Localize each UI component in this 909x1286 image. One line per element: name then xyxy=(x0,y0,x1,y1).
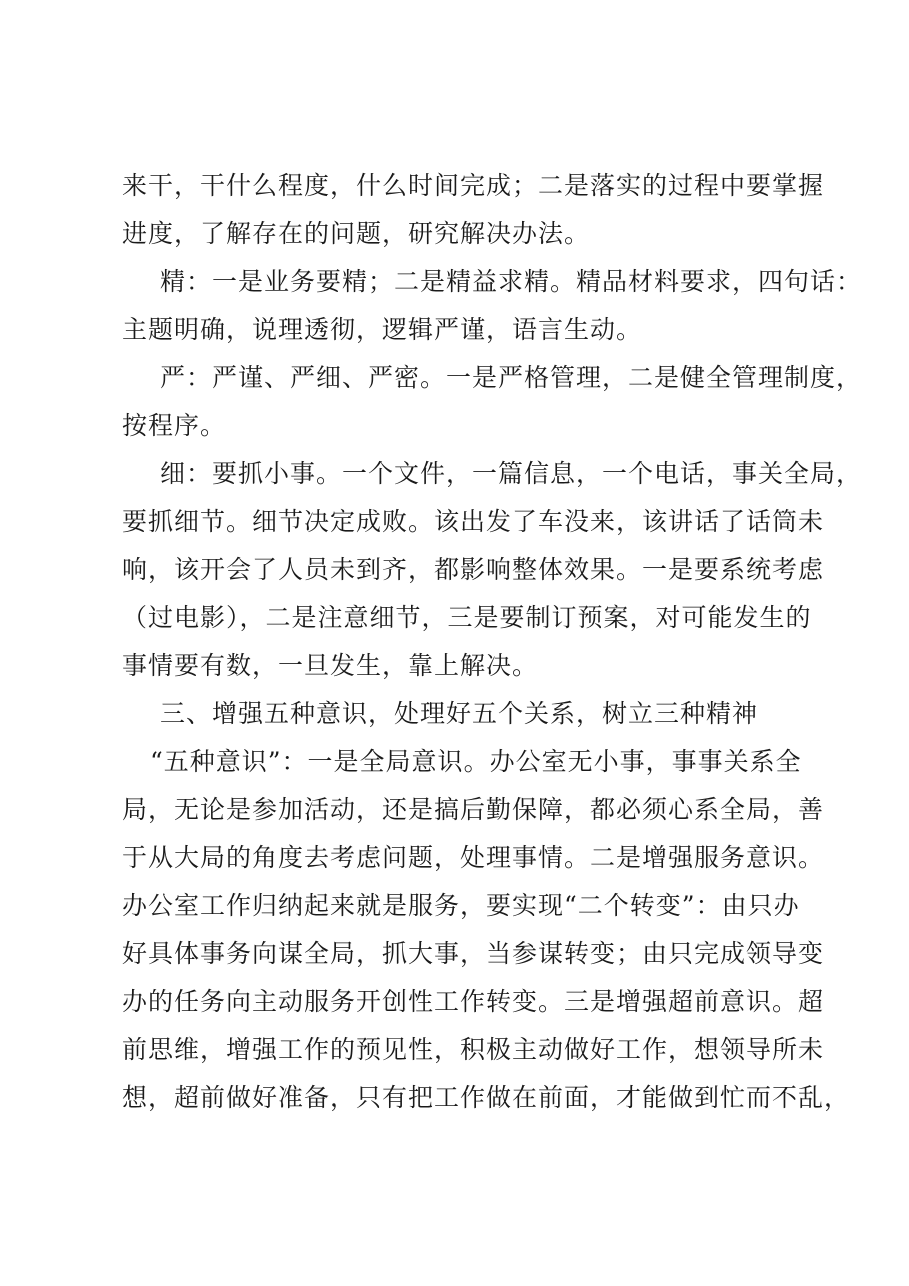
text-line: 好具体事务向谋全局，抓大事，当参谋转变；由只完成领导变 xyxy=(122,939,825,968)
text-line: 局，无论是参加活动，还是搞后勤保障，都必须心系全局，善 xyxy=(122,795,825,824)
paragraph-first-line: 细：要抓小事。一个文件，一篇信息，一个电话，事关全局， xyxy=(160,459,863,488)
section-heading: 三、增强五种意识，处理好五个关系，树立三种精神 xyxy=(160,699,759,728)
text-line: 响，该开会了人员未到齐，都影响整体效果。一是要系统考虑 xyxy=(122,555,825,584)
text-line: 前思维，增强工作的预见性，积极主动做好工作，想领导所未 xyxy=(122,1035,825,1064)
paragraph-first-line: “五种意识”：一是全局意识。办公室无小事，事事关系全 xyxy=(150,747,802,776)
text-line: （过电影），二是注意细节，三是要制订预案，对可能发生的 xyxy=(122,603,812,632)
text-line: 想，超前做好准备，只有把工作做在前面，才能做到忙而不乱， xyxy=(122,1083,851,1112)
text-line: 来干，干什么程度，什么时间完成；二是落实的过程中要掌握 xyxy=(122,171,825,200)
text-line: 进度，了解存在的问题，研究解决办法。 xyxy=(122,219,591,248)
text-line: 办公室工作归纳起来就是服务，要实现“二个转变”：由只办 xyxy=(122,891,800,920)
text-line: 主题明确，说理透彻，逻辑严谨，语言生动。 xyxy=(122,315,643,344)
paragraph-first-line: 精：一是业务要精；二是精益求精。精品材料要求，四句话： xyxy=(160,267,863,296)
text-line: 要抓细节。细节决定成败。该出发了车没来，该讲话了话筒未 xyxy=(122,507,825,536)
paragraph-first-line: 严：严谨、严细、严密。一是严格管理，二是健全管理制度， xyxy=(160,363,863,392)
text-line: 于从大局的角度去考虑问题，处理事情。二是增强服务意识。 xyxy=(122,843,825,872)
text-line: 事情要有数，一旦发生，靠上解决。 xyxy=(122,651,539,680)
text-line: 办的任务向主动服务开创性工作转变。三是增强超前意识。超 xyxy=(122,987,825,1016)
text-line: 按程序。 xyxy=(122,411,227,440)
